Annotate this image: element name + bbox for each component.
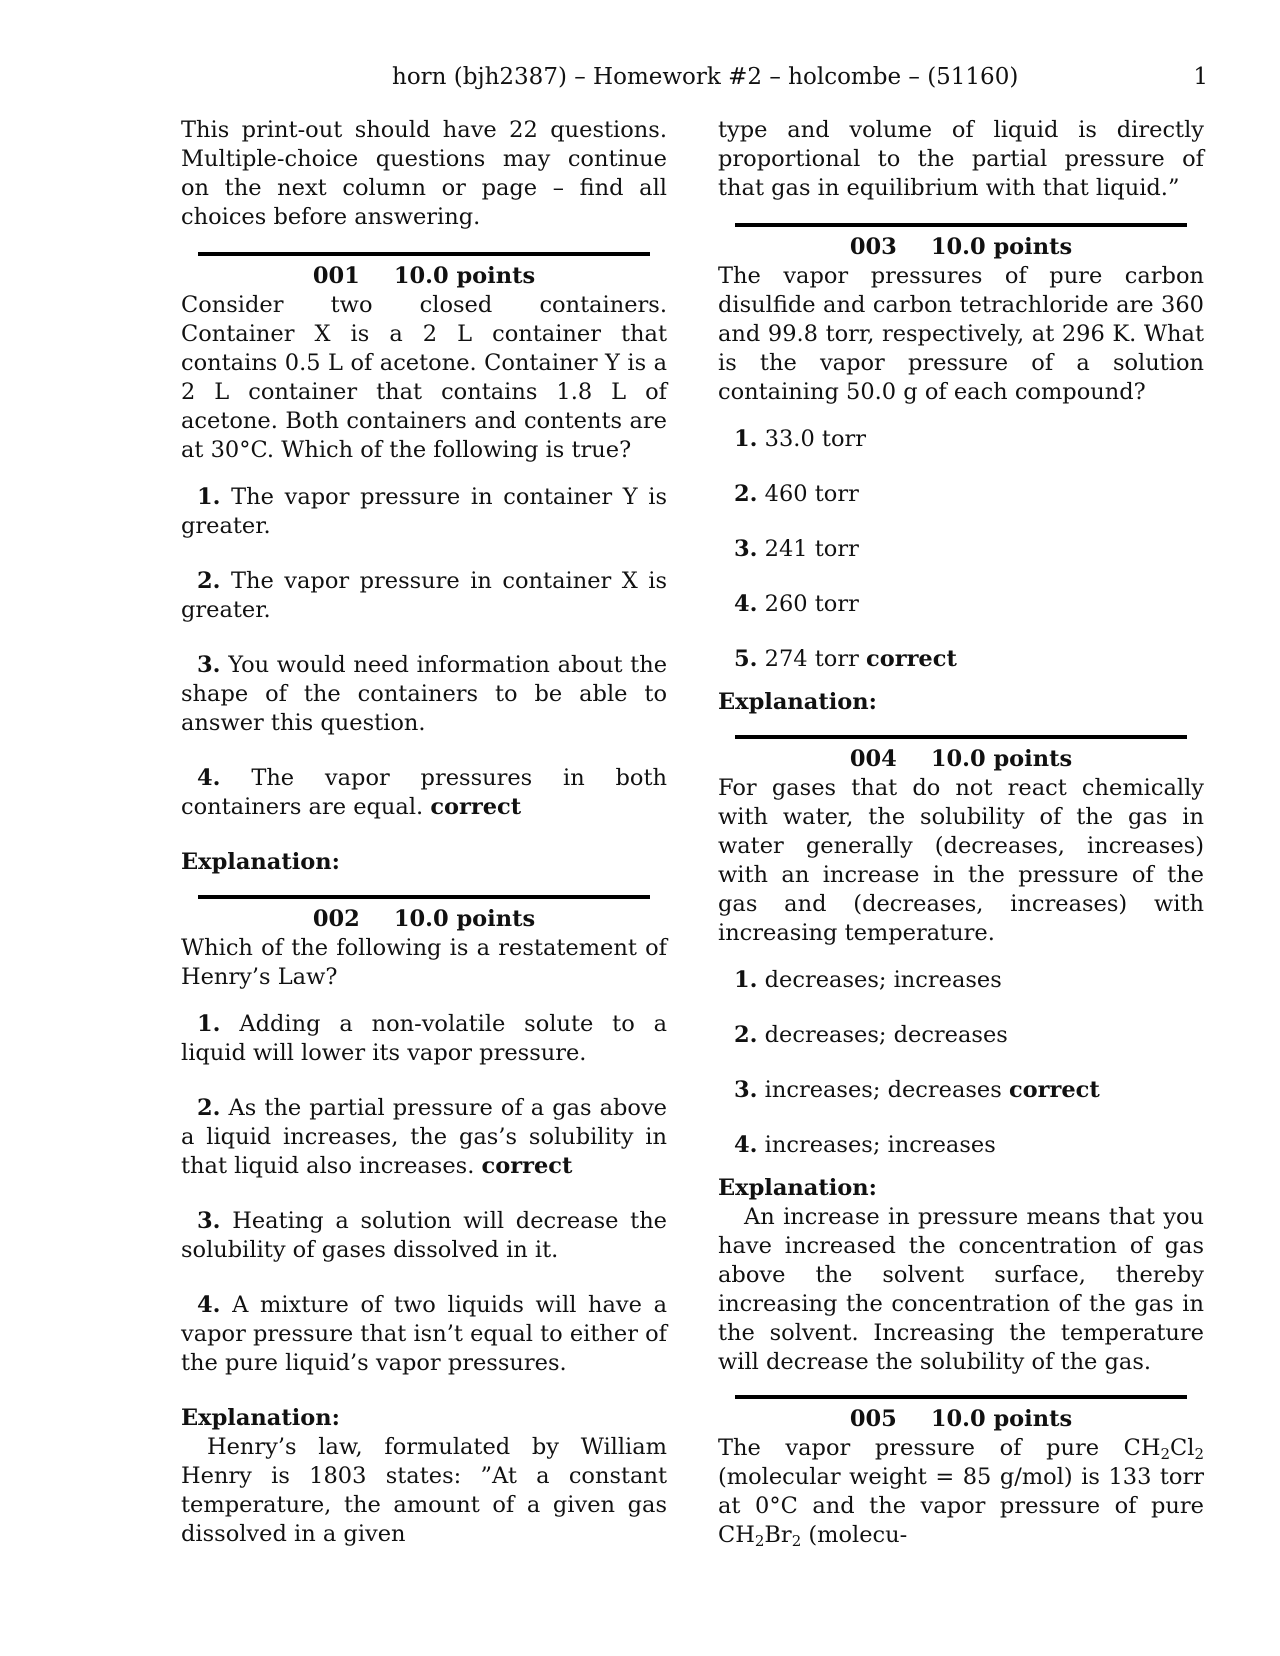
choice-3 [718, 535, 1204, 564]
correct-mark: correct [866, 646, 957, 672]
choice-text: 33.0 torr [764, 426, 867, 452]
choice-text: The vapor pressure in container X is greater. [181, 568, 667, 623]
choice-text: You would need information about the shape of the containers to be able to answer this question. [181, 652, 668, 736]
question-number: 003 [849, 234, 897, 260]
choice-number: 1. [734, 967, 758, 993]
question-002 [181, 895, 667, 1549]
question-points: 10.0 points [393, 906, 536, 932]
choice-4 [181, 1291, 667, 1378]
intro-text: This print-out should have 22 questions. Multiple-choice questions may continue on the next column or page – find all choices before answering. [181, 117, 667, 230]
choice-text: As the partial pressure of a gas above a liquid increases, the gas’s solubility in that liquid also increases. [181, 1095, 667, 1179]
choice-text: The vapor pressure in container Y is greater. [181, 484, 667, 539]
question-header [718, 1405, 1204, 1434]
question-text [718, 1434, 1204, 1550]
question-001 [181, 252, 667, 895]
choice-5 [718, 645, 1204, 674]
choice-number: 4. [734, 1132, 758, 1158]
question-points: 10.0 points [930, 1406, 1073, 1432]
choice-2 [181, 1094, 667, 1181]
question-003 [718, 223, 1204, 735]
correct-mark: correct [481, 1153, 573, 1179]
explanation-label: Explanation: [718, 1175, 877, 1201]
subscript: 2 [791, 1532, 802, 1550]
question-divider [198, 895, 650, 899]
question-004 [718, 735, 1204, 1395]
correct-mark: correct [1008, 1077, 1100, 1103]
choice-3 [718, 1076, 1204, 1105]
choice-text: decreases; increases [764, 967, 1002, 993]
question-text: Which of the following is a restatement of Henry’s Law? [181, 935, 667, 990]
subscript: 2 [754, 1532, 765, 1550]
choice-2 [718, 480, 1204, 509]
question-points: 10.0 points [393, 263, 536, 289]
correct-mark: correct [430, 794, 522, 820]
question-divider [735, 223, 1187, 227]
header-title: horn (bjh2387) – Homework #2 – holcombe – (51160) [392, 64, 1019, 90]
question-005 [718, 1395, 1204, 1550]
choice-number: 4. [197, 765, 221, 791]
choice-number: 3. [734, 1077, 758, 1103]
choice-text: 460 torr [764, 481, 859, 507]
choice-number: 3. [197, 1208, 221, 1234]
question-number: 001 [312, 263, 360, 289]
choice-text: 260 torr [764, 591, 859, 617]
question-header [181, 262, 667, 291]
choice-number: 2. [734, 481, 758, 507]
explanation-label: Explanation: [181, 1405, 340, 1431]
question-header [181, 905, 667, 934]
question-number: 005 [849, 1406, 897, 1432]
choice-text: 274 torr [764, 646, 859, 672]
choice-number: 3. [197, 652, 221, 678]
question-text: For gases that do not react chemically with water, the solubility of the gas in water generally (decreases, increases) with an increase in the pressure of the gas and (decreases, increases) with increasing temperature. [718, 775, 1204, 946]
choice-1 [181, 483, 667, 541]
choice-text: The vapor pressures in both containers are equal. [181, 765, 667, 820]
choice-4 [181, 764, 667, 822]
choice-text: Heating a solution will decrease the solubility of gases dissolved in it. [181, 1208, 667, 1263]
text-part: Cl [1170, 1435, 1195, 1461]
choice-number: 2. [197, 568, 221, 594]
choice-3 [181, 1207, 667, 1265]
subscript: 2 [1160, 1445, 1171, 1463]
text-part: (molecular weight = 85 g/mol) is 133 torr at 0°C and the vapor pressure of pure CH [718, 1464, 1204, 1548]
question-divider [198, 252, 650, 256]
right-column [718, 116, 1204, 1568]
page-header [180, 64, 1208, 104]
choice-number: 4. [734, 591, 758, 617]
choice-number: 2. [734, 1022, 758, 1048]
choice-4 [718, 1131, 1204, 1160]
choice-1 [718, 425, 1204, 454]
left-column [181, 116, 667, 1549]
subscript: 2 [1194, 1445, 1204, 1463]
choice-text: increases; decreases [764, 1077, 1002, 1103]
choice-3 [181, 651, 667, 738]
choice-number: 5. [734, 646, 758, 672]
question-text: The vapor pressures of pure carbon disulfide and carbon tetrachloride are 360 and 99.8 torr, respectively, at 296 K. What is the vapor pressure of a solution containing 50.0 g of each compound? [718, 263, 1204, 405]
page-number: 1 [1193, 64, 1208, 90]
text-part: (molecu- [801, 1522, 908, 1548]
question-header [718, 233, 1204, 262]
choice-text: A mixture of two liquids will have a vapor pressure that isn’t equal to either of the pure liquid’s vapor pressures. [181, 1292, 668, 1376]
choice-number: 2. [197, 1095, 221, 1121]
question-number: 002 [312, 906, 360, 932]
explanation-continued: type and volume of liquid is directly proportional to the partial pressure of that gas in equilibrium with that liquid.” [718, 117, 1204, 201]
explanation-label: Explanation: [181, 849, 340, 875]
text-part: The vapor pressure of pure CH [718, 1435, 1161, 1461]
question-divider [735, 735, 1187, 739]
choice-4 [718, 590, 1204, 619]
choice-number: 1. [197, 484, 221, 510]
question-number: 004 [849, 746, 897, 772]
choice-2 [718, 1021, 1204, 1050]
choice-number: 1. [197, 1011, 221, 1037]
text-part: Br [764, 1522, 792, 1548]
explanation-text: Henry’s law, formulated by William Henry is 1803 states: ”At a constant temperature, the amount of a given gas dissolved in a given [181, 1434, 667, 1547]
choice-text: 241 torr [764, 536, 859, 562]
choice-number: 1. [734, 426, 758, 452]
question-points: 10.0 points [930, 746, 1073, 772]
question-points: 10.0 points [930, 234, 1073, 260]
choice-number: 4. [197, 1292, 221, 1318]
question-text: Consider two closed containers. Container X is a 2 L container that contains 0.5 L of acetone. Container Y is a 2 L container that contains 1.8 L of acetone. Both containers and contents are at 30°C. Which of the following is true? [181, 292, 667, 463]
choice-text: increases; increases [764, 1132, 996, 1158]
choice-1 [181, 1010, 667, 1068]
choice-1 [718, 966, 1204, 995]
choice-text: decreases; decreases [764, 1022, 1008, 1048]
choice-2 [181, 567, 667, 625]
explanation-label: Explanation: [718, 689, 877, 715]
question-header [718, 745, 1204, 774]
choice-text: Adding a non-volatile solute to a liquid will lower its vapor pressure. [181, 1011, 667, 1066]
question-divider [735, 1395, 1187, 1399]
choice-number: 3. [734, 536, 758, 562]
explanation-text: An increase in pressure means that you have increased the concentration of gas above the solvent surface, thereby increasing the concentration of the gas in the solvent. Increasing the temperature will decrease the solubility of the gas. [718, 1204, 1204, 1375]
